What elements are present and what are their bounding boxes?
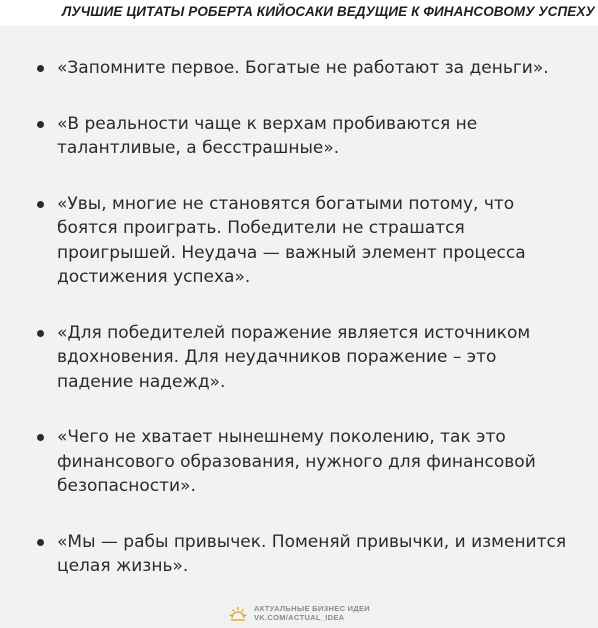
quote-item	[0, 56, 598, 81]
footer-brand	[228, 604, 370, 624]
bullet-icon	[37, 201, 44, 208]
quote-text: «Для победителей поражение является источником вдохновения. Для неудачников поражение – это падение надежд».	[57, 322, 531, 392]
bullet-icon	[37, 330, 44, 337]
quotes-panel	[0, 26, 598, 622]
quote-item	[0, 112, 598, 161]
footer-text	[254, 604, 370, 622]
header-bar	[0, 0, 598, 26]
quote-item	[0, 530, 598, 579]
quote-list	[0, 56, 598, 610]
quote-text: «Увы, многие не становятся богатыми потому, что боятся проиграть. Победители не страшатся проигрышей. Неудача — важный элемент процесса достижения успеха».	[57, 193, 526, 287]
quote-text: «Мы — рабы привычек. Поменяй привычки, и изменится целая жизнь».	[57, 531, 567, 576]
quote-item	[0, 192, 598, 290]
footer-watermark	[0, 604, 598, 626]
bullet-icon	[37, 434, 44, 441]
bullet-icon	[37, 121, 44, 128]
quote-text: «В реальности чаще к верхам пробиваются не талантливые, а бесстрашные».	[57, 113, 478, 158]
page-title: ЛУЧШИЕ ЦИТАТЫ РОБЕРТА КИЙОСАКИ ВЕДУЩИЕ К ФИНАНСОВОМУ УСПЕХУ	[62, 4, 595, 19]
quote-item	[0, 321, 598, 395]
quote-text: «Запомните первое. Богатые не работают за деньги».	[57, 58, 549, 78]
quote-text: «Чего не хватает нынешнему поколению, так это финансового образования, нужного для финансовой безопасности».	[57, 427, 536, 496]
bullet-icon	[37, 65, 44, 72]
quote-item	[0, 425, 598, 499]
sun-icon	[228, 604, 248, 624]
footer-brand-name: АКТУАЛЬНЫЕ БИЗНЕС ИДЕИ	[254, 604, 370, 613]
footer-link: VK.COM/ACTUAL_IDEA	[254, 613, 345, 622]
bullet-icon	[37, 539, 44, 546]
